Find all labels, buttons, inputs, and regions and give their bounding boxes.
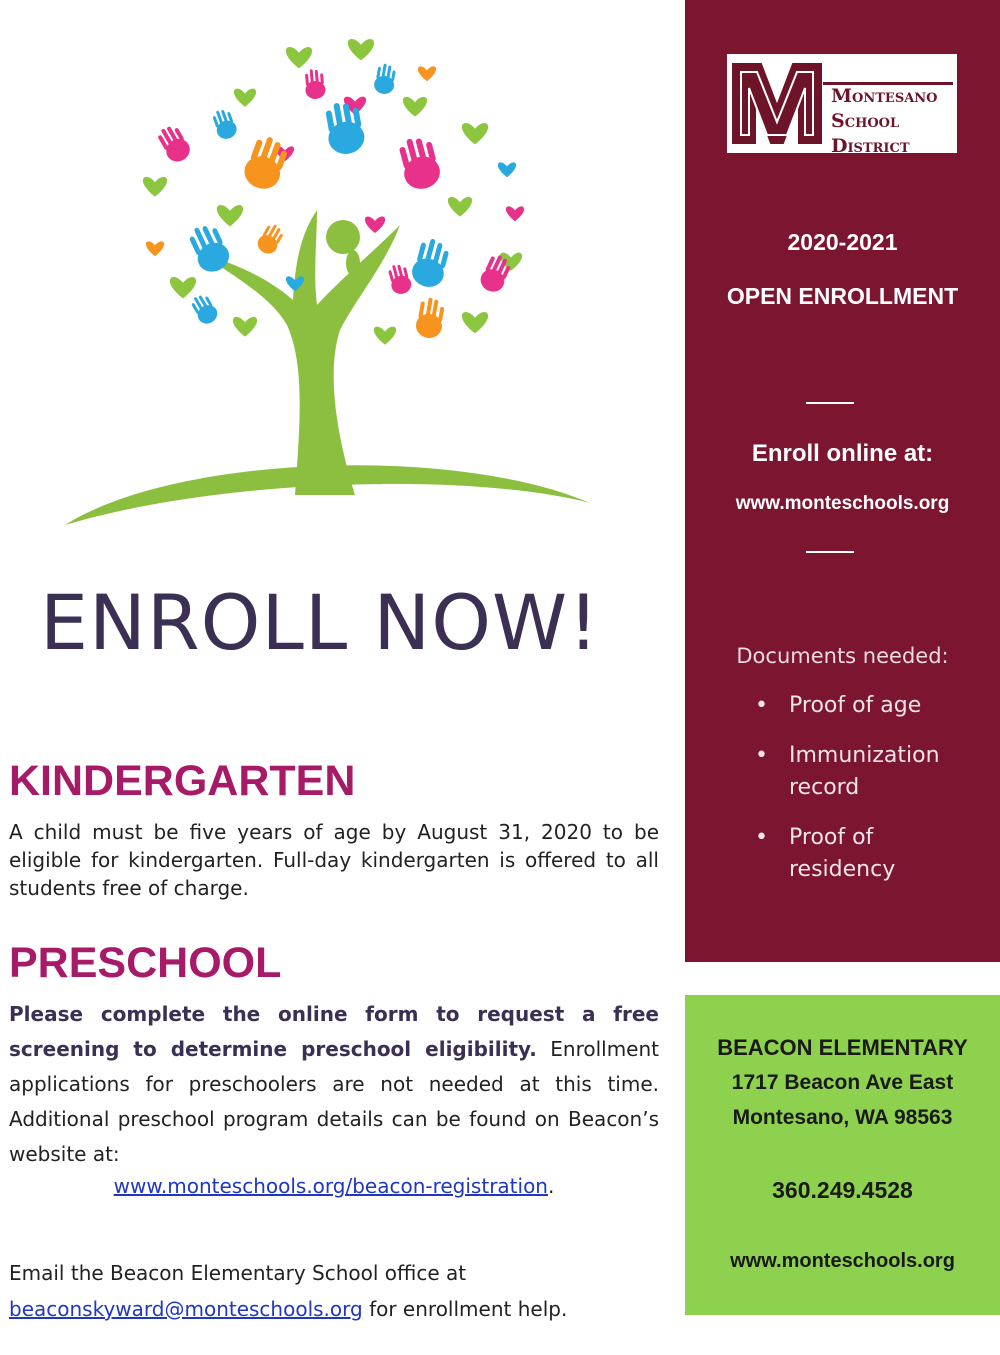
email-help — [9, 1255, 669, 1327]
preschool-heading: PRESCHOOL — [9, 939, 282, 987]
email-suffix: for enrollment help. — [362, 1297, 568, 1321]
logo-line-3: District — [831, 135, 910, 157]
headline: ENROLL NOW! — [40, 578, 600, 667]
school-street: 1717 Beacon Ave East — [731, 1071, 954, 1094]
logo-line-1: Montesano — [831, 85, 938, 107]
preschool-lead: Please complete the online form to request a free screening to determine preschool eligibility. — [9, 1002, 659, 1061]
kindergarten-heading: KINDERGARTEN — [9, 757, 356, 805]
email-prefix: Email the Beacon Elementary School office at — [9, 1261, 467, 1285]
divider — [806, 402, 854, 404]
kindergarten-description: A child must be five years of age by August 31, 2020 to be eligible for kindergarten. Full-day kindergarten is offered to all students free of charge. — [9, 820, 659, 900]
bullet-icon: • — [755, 693, 768, 718]
enroll-online-label: Enroll online at: — [751, 440, 934, 467]
district-m-logo — [731, 58, 823, 149]
documents-title: Documents needed: — [736, 644, 949, 668]
registration-link[interactable]: www.monteschools.org/beacon-registration — [113, 1174, 548, 1198]
school-website[interactable]: www.monteschools.org — [730, 1250, 955, 1272]
tree-of-hands-illustration — [55, 25, 595, 535]
school-contact-box — [685, 995, 1000, 1315]
school-city: Montesano, WA 98563 — [732, 1106, 953, 1129]
document-item — [755, 740, 959, 804]
school-year: 2020-2021 — [787, 229, 898, 255]
logo-line-2: School — [831, 110, 900, 132]
document-item — [755, 822, 929, 886]
email-link[interactable]: beaconskyward@monteschools.org — [9, 1297, 363, 1321]
logo-wordmark — [831, 84, 938, 159]
bullet-icon: • — [755, 743, 768, 768]
enrollment-panel — [685, 0, 1000, 962]
registration-link-suffix: . — [548, 1174, 555, 1198]
documents-list — [755, 690, 995, 904]
enroll-website[interactable]: www.monteschools.org — [735, 493, 950, 514]
document-label: Proof of residency — [789, 825, 896, 882]
document-item — [755, 690, 995, 722]
bullet-icon: • — [755, 825, 768, 850]
district-logo — [727, 54, 957, 157]
school-phone[interactable]: 360.249.4528 — [772, 1177, 913, 1203]
document-label: Proof of age — [789, 693, 922, 718]
preschool-body: Enrollment applications for preschoolers are not needed at this time. Additional preschool program details can be found on Beacon’s website at: — [9, 1037, 660, 1166]
open-enrollment-title: OPEN ENROLLMENT — [726, 283, 959, 309]
document-label: Immunization record — [789, 743, 940, 800]
divider — [806, 551, 854, 553]
preschool-description — [9, 997, 659, 1172]
school-name: BEACON ELEMENTARY — [717, 1035, 968, 1060]
registration-link-row — [9, 1174, 659, 1198]
